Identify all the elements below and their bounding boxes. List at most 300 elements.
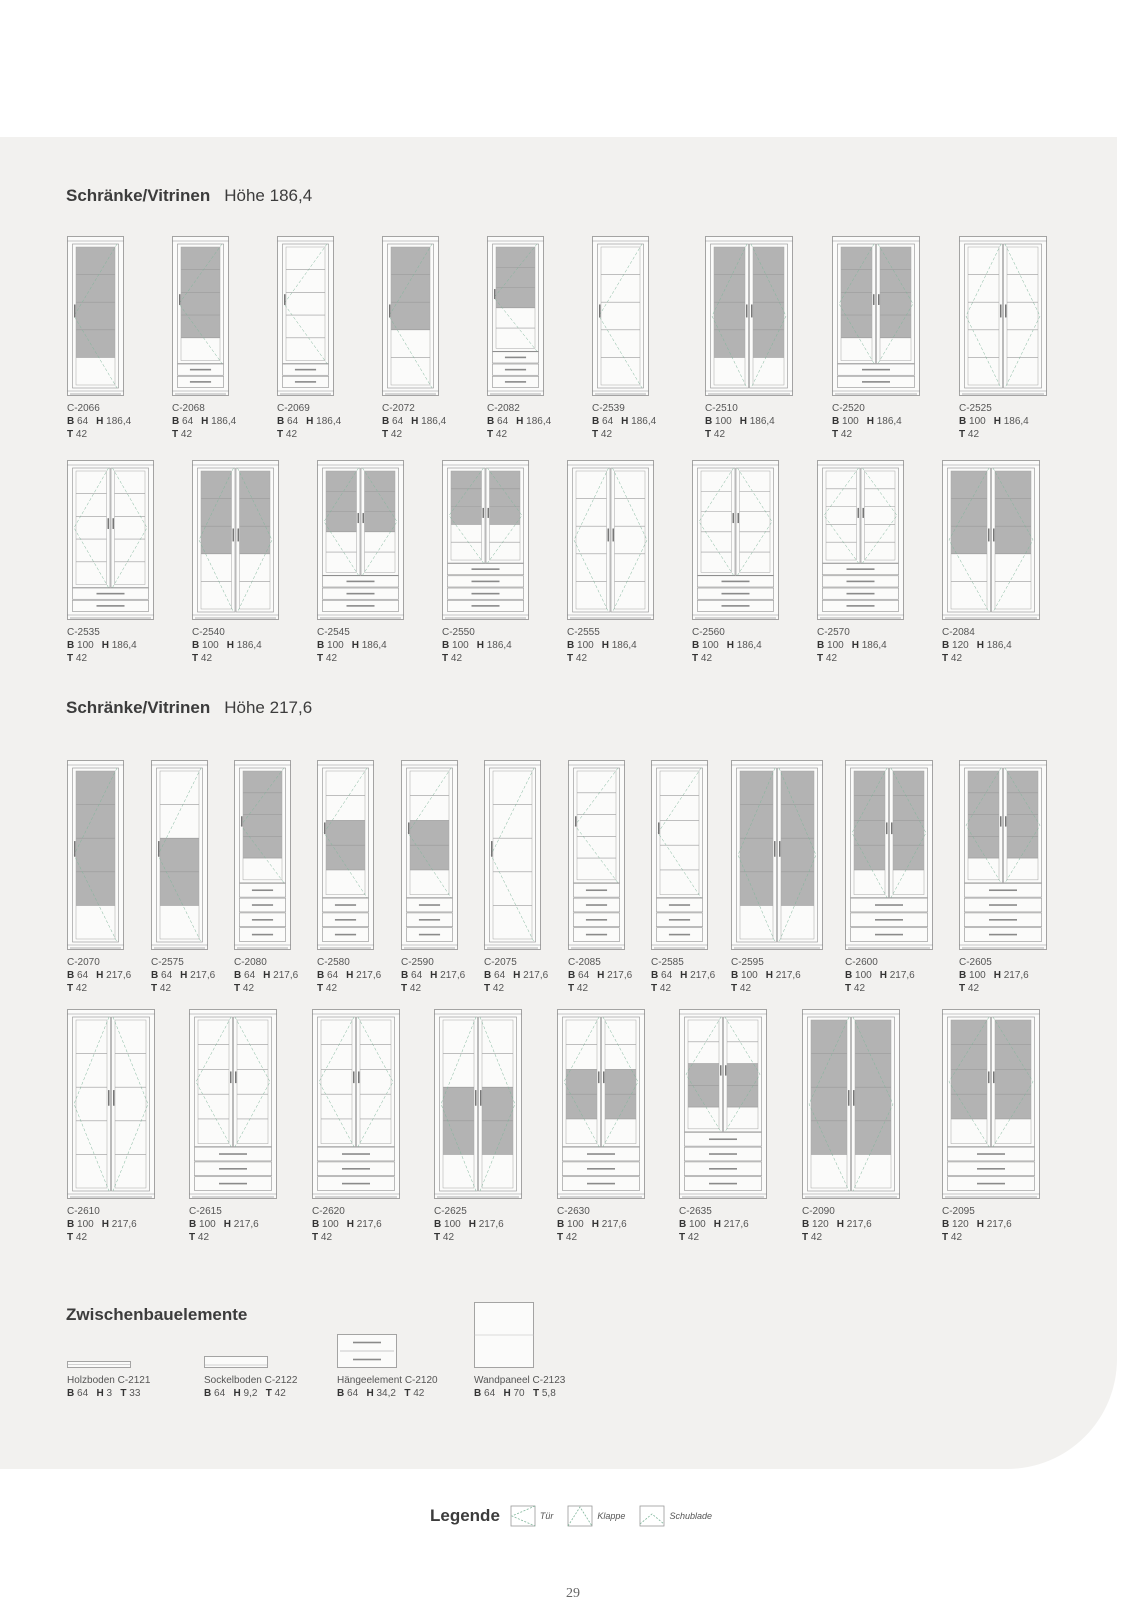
dim-b-label: B (845, 970, 853, 981)
cabinet-drawing (67, 236, 124, 396)
product-code: C-2550 (442, 627, 475, 638)
dim-t-value: 42 (325, 653, 338, 664)
dim-t-label: T (651, 983, 658, 994)
dim-h-value: 217,6 (607, 970, 633, 981)
dim-t-label: T (679, 1232, 686, 1243)
product-code: C-2084 (942, 627, 975, 638)
dim-h-label: H (366, 1388, 374, 1399)
product-item (942, 1009, 1040, 1244)
dim-b-value: 64 (77, 970, 89, 981)
dim-h-value: 186,4 (236, 640, 262, 651)
cabinet-drawing (845, 760, 933, 950)
dim-t-value: 42 (75, 653, 88, 664)
product-code: C-2635 (679, 1206, 712, 1217)
product-item (67, 460, 154, 665)
dim-t-value: 42 (576, 983, 589, 994)
cabinet-drawing (802, 1009, 900, 1199)
dim-t-label: T (592, 429, 599, 440)
product-dims-bh (434, 1218, 522, 1231)
legend-flap-label: Klappe (597, 1511, 626, 1521)
dim-t-value: 42 (320, 1232, 333, 1243)
product-caption (151, 956, 215, 995)
product-code: C-2080 (234, 957, 267, 968)
dim-h-label: H (976, 1219, 984, 1230)
zwischen-drawing (204, 1356, 268, 1368)
dim-h-label: H (101, 1219, 109, 1230)
dim-b-label: B (401, 970, 409, 981)
dim-b-value: 64 (244, 970, 256, 981)
product-item (312, 1009, 400, 1244)
product-code: C-2095 (942, 1206, 975, 1217)
dim-b-value: 64 (77, 1388, 89, 1399)
dim-t-value: 42 (75, 983, 88, 994)
dim-h-label: H (263, 970, 271, 981)
product-dims-t (484, 982, 548, 995)
cabinet-drawing (731, 760, 823, 950)
product-dims-t (942, 1231, 1040, 1244)
zwischen-caption (204, 1374, 297, 1400)
dim-b-value: 64 (484, 1388, 496, 1399)
dim-t-value: 42 (600, 429, 613, 440)
dim-t-value: 42 (950, 1232, 963, 1243)
zwischen-item (67, 1361, 150, 1400)
product-dims-t (317, 982, 381, 995)
cabinet-drawing (705, 236, 793, 396)
product-dims-bh (959, 969, 1047, 982)
dim-b-value: 64 (661, 970, 673, 981)
dim-h-value: 3 (106, 1388, 113, 1399)
product-caption (568, 956, 632, 995)
product-code: C-2590 (401, 957, 434, 968)
cabinet-drawing (434, 1009, 522, 1199)
product-item (277, 236, 341, 441)
dim-h-value: 186,4 (1003, 416, 1029, 427)
dim-t-label: T (705, 429, 712, 440)
cabinet-drawing (832, 236, 920, 396)
product-caption (172, 402, 236, 441)
dim-t-value: 42 (739, 983, 752, 994)
dim-h-label: H (726, 640, 734, 651)
dim-b-label: B (568, 970, 576, 981)
dim-t-label: T (802, 1232, 809, 1243)
dim-b-value: 100 (567, 1219, 584, 1230)
product-caption (484, 956, 548, 995)
dim-t-label: T (312, 1232, 319, 1243)
product-code: C-2570 (817, 627, 850, 638)
dim-b-value: 64 (497, 416, 509, 427)
cabinet-drawing (67, 1009, 155, 1199)
product-dims-t (557, 1231, 645, 1244)
product-dims-bh (942, 1218, 1040, 1231)
dim-b-label: B (67, 640, 75, 651)
product-caption (959, 956, 1047, 995)
dim-b-value: 64 (602, 416, 614, 427)
product-caption (959, 402, 1047, 441)
dim-b-label: B (731, 970, 739, 981)
dim-b-label: B (442, 640, 450, 651)
dim-h-label: H (346, 1219, 354, 1230)
legend-flap (567, 1505, 625, 1527)
dim-h-label: H (201, 416, 209, 427)
cabinet-drawing (942, 1009, 1040, 1199)
dim-h-label: H (96, 970, 104, 981)
dim-h-label: H (306, 416, 314, 427)
dim-t-value: 42 (950, 653, 963, 664)
product-dims-t (802, 1231, 900, 1244)
cabinet-drawing (679, 1009, 767, 1199)
dim-h-value: 217,6 (190, 970, 216, 981)
section-title-217 (66, 698, 312, 718)
dim-h-label: H (223, 1219, 231, 1230)
dim-h-value: 34,2 (376, 1388, 396, 1399)
dim-h-value: 217,6 (523, 970, 549, 981)
product-caption (592, 402, 656, 441)
product-code: C-2520 (832, 403, 865, 414)
dim-b-value: 100 (741, 970, 758, 981)
dim-t-label: T (172, 429, 179, 440)
zwischen-name: Sockelboden C-2122 (204, 1375, 298, 1386)
dim-b-value: 100 (77, 640, 94, 651)
product-caption (567, 626, 654, 665)
product-item (434, 1009, 522, 1244)
product-item (484, 760, 548, 995)
cabinet-drawing (67, 760, 124, 950)
product-dims-t (817, 652, 904, 665)
product-code: C-2070 (67, 957, 100, 968)
dim-t-value: 5,8 (541, 1388, 556, 1399)
dim-b-label: B (959, 970, 967, 981)
dim-h-value: 186,4 (876, 416, 902, 427)
product-code: C-2630 (557, 1206, 590, 1217)
dim-t-value: 42 (450, 653, 463, 664)
dim-h-value: 186,4 (611, 640, 637, 651)
product-dims-t (312, 1231, 400, 1244)
product-item (317, 460, 404, 665)
product-dims-bh (234, 969, 298, 982)
product-dims-bh (679, 1218, 767, 1231)
dim-b-value: 100 (327, 640, 344, 651)
dim-t-value: 42 (853, 983, 866, 994)
product-caption (817, 626, 904, 665)
dim-t-label: T (382, 429, 389, 440)
dim-b-value: 64 (327, 970, 339, 981)
dim-t-label: T (234, 983, 241, 994)
product-dims-t (845, 982, 933, 995)
dim-t-label: T (942, 653, 949, 664)
product-caption (802, 1205, 900, 1244)
product-item (487, 236, 551, 441)
product-dims-t (651, 982, 715, 995)
dim-t-label: T (67, 429, 74, 440)
dim-t-value: 33 (129, 1388, 141, 1399)
dim-t-label: T (67, 653, 74, 664)
product-item (817, 460, 904, 665)
dim-h-label: H (680, 970, 688, 981)
product-caption (317, 956, 381, 995)
product-dims-t (487, 428, 551, 441)
product-dims-t (277, 428, 341, 441)
dim-t-label: T (845, 983, 852, 994)
cabinet-drawing (234, 760, 291, 950)
product-caption (557, 1205, 645, 1244)
dim-h-label: H (621, 416, 629, 427)
product-dims-t (189, 1231, 277, 1244)
dim-t-label: T (557, 1232, 564, 1243)
product-code: C-2605 (959, 957, 992, 968)
flap-icon (567, 1505, 593, 1527)
product-caption (401, 956, 465, 995)
product-code: C-2585 (651, 957, 684, 968)
dim-b-label: B (802, 1219, 810, 1230)
product-dims-bh (557, 1218, 645, 1231)
product-item (651, 760, 715, 995)
dim-b-label: B (189, 1219, 197, 1230)
product-dims-bh (802, 1218, 900, 1231)
dim-h-label: H (713, 1219, 721, 1230)
zwischen-drawing (67, 1361, 131, 1368)
dim-b-value: 64 (347, 1388, 359, 1399)
dim-b-value: 100 (855, 970, 872, 981)
product-item (189, 1009, 277, 1244)
dim-h-label: H (601, 640, 609, 651)
cabinet-drawing (67, 460, 154, 620)
product-dims-bh (192, 639, 279, 652)
product-caption (705, 402, 793, 441)
dim-t-label: T (277, 429, 284, 440)
dim-t-label: T (568, 983, 575, 994)
door-icon (510, 1505, 536, 1527)
dim-t-label: T (532, 1388, 540, 1399)
product-code: C-2082 (487, 403, 520, 414)
dim-t-value: 42 (180, 429, 193, 440)
dim-h-value: 217,6 (356, 970, 382, 981)
dim-t-value: 42 (442, 1232, 455, 1243)
product-dims-bh (382, 415, 446, 428)
dim-t-value: 42 (75, 429, 88, 440)
dim-t-label: T (692, 653, 699, 664)
product-code: C-2510 (705, 403, 738, 414)
cabinet-drawing (277, 236, 334, 396)
product-code: C-2540 (192, 627, 225, 638)
product-caption (67, 402, 131, 441)
dim-b-value: 100 (577, 640, 594, 651)
section-heading: Schränke/Vitrinen (66, 698, 211, 717)
product-caption (442, 626, 529, 665)
dim-b-label: B (679, 1219, 687, 1230)
dim-h-value: 217,6 (846, 1219, 872, 1230)
dim-b-value: 100 (199, 1219, 216, 1230)
cabinet-drawing (484, 760, 541, 950)
zwischen-name: Holzboden C-2121 (67, 1375, 151, 1386)
dim-h-value: 186,4 (486, 640, 512, 651)
dim-b-value: 64 (182, 416, 194, 427)
product-dims-bh (484, 969, 548, 982)
product-caption (731, 956, 823, 995)
dim-b-value: 100 (702, 640, 719, 651)
product-caption (67, 626, 154, 665)
dim-h-value: 186,4 (211, 416, 237, 427)
dim-b-label: B (67, 1219, 75, 1230)
product-caption (942, 1205, 1040, 1244)
dim-t-value: 42 (325, 983, 338, 994)
dim-b-value: 64 (161, 970, 173, 981)
dim-h-value: 217,6 (889, 970, 915, 981)
dim-t-label: T (442, 653, 449, 664)
product-dims-bh (567, 639, 654, 652)
dim-h-label: H (233, 1388, 241, 1399)
dim-h-label: H (430, 970, 438, 981)
product-caption (487, 402, 551, 441)
dim-h-label: H (346, 970, 354, 981)
product-dims-bh (942, 639, 1040, 652)
dim-h-value: 70 (513, 1388, 525, 1399)
legend-drawer-label: Schublade (669, 1511, 712, 1521)
product-dims-t (692, 652, 779, 665)
product-item (382, 236, 446, 441)
product-dims-bh (705, 415, 793, 428)
dim-h-value: 217,6 (690, 970, 716, 981)
dim-t-value: 42 (840, 429, 853, 440)
product-dims-t (172, 428, 236, 441)
product-dims-bh (832, 415, 920, 428)
product-dims-t (434, 1231, 522, 1244)
dim-t-value: 42 (565, 1232, 578, 1243)
product-dims-t (442, 652, 529, 665)
dim-t-label: T (192, 653, 199, 664)
section-subheading: Höhe 217,6 (224, 698, 313, 717)
product-dims-bh (568, 969, 632, 982)
product-item (959, 236, 1047, 441)
dim-t-label: T (317, 983, 324, 994)
dim-h-value: 186,4 (111, 640, 137, 651)
product-code: C-2560 (692, 627, 725, 638)
dim-b-label: B (204, 1388, 212, 1399)
product-caption (234, 956, 298, 995)
dim-h-value: 186,4 (421, 416, 447, 427)
cabinet-drawing (151, 760, 208, 950)
zwischenbau-title: Zwischenbauelemente (66, 1305, 248, 1324)
dim-h-value: 186,4 (526, 416, 552, 427)
dim-h-value: 186,4 (749, 416, 775, 427)
product-caption (277, 402, 341, 441)
product-code: C-2066 (67, 403, 100, 414)
cabinet-drawing (312, 1009, 400, 1199)
product-caption (651, 956, 715, 995)
product-dims-t (568, 982, 632, 995)
product-dims-bh (67, 415, 131, 428)
product-dims-bh (817, 639, 904, 652)
product-code: C-2625 (434, 1206, 467, 1217)
dim-h-value: 217,6 (273, 970, 299, 981)
product-item (679, 1009, 767, 1244)
dim-b-label: B (67, 416, 75, 427)
dim-h-value: 186,4 (861, 640, 887, 651)
dim-t-value: 42 (495, 429, 508, 440)
dim-b-label: B (434, 1219, 442, 1230)
dim-h-label: H (476, 640, 484, 651)
dim-h-value: 217,6 (440, 970, 466, 981)
product-dims-t (192, 652, 279, 665)
cabinet-drawing (172, 236, 229, 396)
cabinet-drawing (651, 760, 708, 950)
product-dims-bh (592, 415, 656, 428)
product-code: C-2600 (845, 957, 878, 968)
dim-h-value: 217,6 (478, 1219, 504, 1230)
dim-t-value: 42 (492, 983, 505, 994)
dim-b-label: B (337, 1388, 345, 1399)
dim-h-value: 186,4 (986, 640, 1012, 651)
dim-t-value: 42 (967, 983, 980, 994)
dim-h-value: 217,6 (233, 1219, 259, 1230)
product-dims-t (151, 982, 215, 995)
dim-b-label: B (382, 416, 390, 427)
dim-h-label: H (765, 970, 773, 981)
dim-t-label: T (487, 429, 494, 440)
zwischen-drawing (337, 1334, 397, 1368)
product-dims-bh (487, 415, 551, 428)
dim-t-value: 42 (687, 1232, 700, 1243)
dim-h-value: 217,6 (723, 1219, 749, 1230)
dim-t-value: 42 (825, 653, 838, 664)
dim-b-value: 64 (214, 1388, 226, 1399)
dim-t-label: T (832, 429, 839, 440)
zwischen-item (204, 1356, 297, 1400)
cabinet-drawing (487, 236, 544, 396)
product-dims-t (959, 428, 1047, 441)
product-caption (434, 1205, 522, 1244)
dim-t-value: 42 (200, 653, 213, 664)
product-dims-t (679, 1231, 767, 1244)
dim-h-value: 186,4 (361, 640, 387, 651)
product-code: C-2525 (959, 403, 992, 414)
dim-b-label: B (942, 640, 950, 651)
dim-t-value: 42 (159, 983, 172, 994)
dim-b-label: B (959, 416, 967, 427)
dim-b-value: 100 (842, 416, 859, 427)
dim-b-label: B (151, 970, 159, 981)
product-item (942, 460, 1040, 665)
dim-b-value: 120 (952, 640, 969, 651)
cabinet-drawing (692, 460, 779, 620)
dim-b-value: 64 (578, 970, 590, 981)
product-code: C-2075 (484, 957, 517, 968)
dim-t-label: T (484, 983, 491, 994)
legend-title: Legende (430, 1506, 500, 1525)
product-item (567, 460, 654, 665)
dim-t-value: 42 (413, 1388, 425, 1399)
dim-b-label: B (484, 970, 492, 981)
product-dims-t (317, 652, 404, 665)
product-dims-bh (401, 969, 465, 982)
dim-h-value: 217,6 (356, 1219, 382, 1230)
dim-t-label: T (67, 983, 74, 994)
dim-h-label: H (96, 1388, 104, 1399)
product-dims-t (67, 652, 154, 665)
dim-b-value: 100 (452, 640, 469, 651)
zwischen-dims (204, 1387, 297, 1400)
dim-b-value: 64 (287, 416, 299, 427)
dim-h-value: 217,6 (1003, 970, 1029, 981)
product-caption (942, 626, 1040, 665)
dim-b-label: B (487, 416, 495, 427)
dim-t-value: 42 (390, 429, 403, 440)
product-code: C-2580 (317, 957, 350, 968)
product-item (67, 1009, 155, 1244)
product-item (802, 1009, 900, 1244)
product-code: C-2595 (731, 957, 764, 968)
product-dims-bh (172, 415, 236, 428)
zwischen-dims (474, 1387, 565, 1400)
